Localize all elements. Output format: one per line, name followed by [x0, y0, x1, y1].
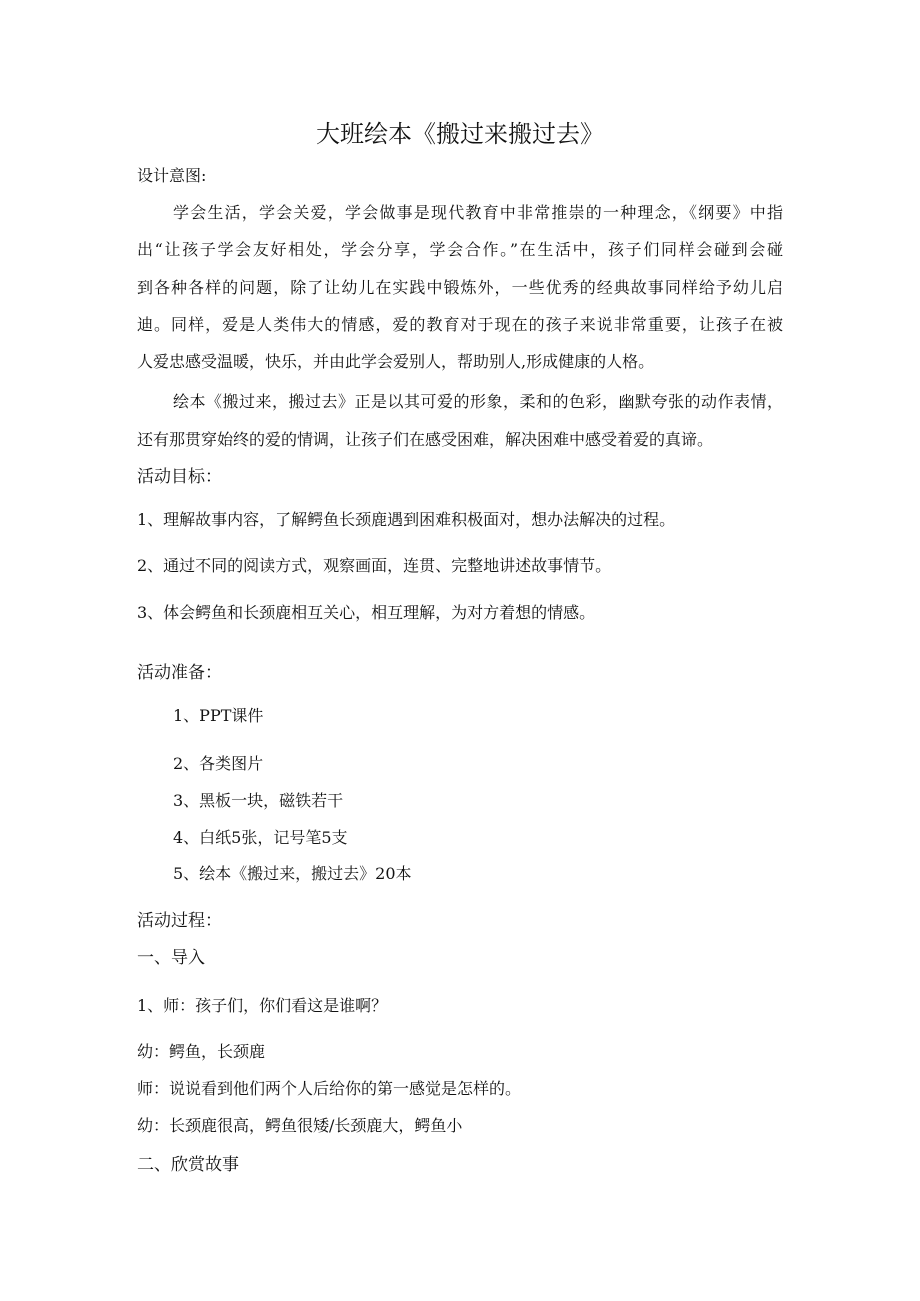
- goals-heading: 活动目标：: [137, 467, 222, 487]
- process-heading: 活动过程：: [137, 911, 222, 931]
- design-intent-heading: 设计意图:: [137, 166, 207, 185]
- paragraph-line: 还有那贯穿始终的爱的情调，让孩子们在感受困难，解决困难中感受着爱的真谛。: [137, 430, 714, 449]
- section-heading: 一、导入: [137, 948, 205, 968]
- prep-item: 4、白纸5张，记号笔5支: [173, 828, 348, 847]
- prep-heading: 活动准备：: [137, 663, 222, 683]
- dialogue-line: 1、师：孩子们，你们看这是谁啊？: [137, 996, 388, 1015]
- dialogue-line: 幼：鳄鱼，长颈鹿: [137, 1042, 266, 1061]
- prep-item: 3、黑板一块，磁铁若干: [173, 791, 344, 810]
- prep-item: 2、各类图片: [173, 754, 264, 773]
- paragraph-line: 绘本《搬过来，搬过去》正是以其可爱的形象，柔和的色彩，幽默夸张的动作表情，: [173, 392, 783, 411]
- paragraph-line: 迪。同样，爱是人类伟大的情感，爱的教育对于现在的孩子来说非常重要，让孩子在被: [137, 315, 783, 334]
- dialogue-line: 幼：长颈鹿很高，鳄鱼很矮/长颈鹿大，鳄鱼小: [137, 1116, 463, 1135]
- paragraph-line: 学会生活，学会关爱，学会做事是现代教育中非常推崇的一种理念，《纲要》中指: [173, 203, 783, 222]
- goal-item: 3、体会鳄鱼和长颈鹿相互关心，相互理解，为对方着想的情感。: [137, 603, 596, 622]
- goal-item: 1、理解故事内容，了解鳄鱼长颈鹿遇到困难积极面对，想办法解决的过程。: [137, 510, 676, 529]
- prep-item: 1、PPT课件: [173, 706, 264, 725]
- paragraph-line: 到各种各样的问题，除了让幼儿在实践中锻炼外，一些优秀的经典故事同样给予幼儿启: [137, 278, 783, 297]
- document-title: 大班绘本《搬过来搬过去》: [316, 120, 604, 148]
- goal-item: 2、通过不同的阅读方式，观察画面，连贯、完整地讲述故事情节。: [137, 556, 612, 575]
- section-heading: 二、欣赏故事: [137, 1155, 239, 1175]
- paragraph-line: 出“让孩子学会友好相处，学会分享，学会合作。”在生活中，孩子们同样会碰到会碰: [137, 240, 783, 259]
- prep-item: 5、绘本《搬过来，搬过去》20本: [173, 864, 412, 883]
- paragraph-line: 人爱忠感受温暖，快乐，并由此学会爱别人，帮助别人,形成健康的人格。: [137, 352, 655, 371]
- dialogue-line: 师：说说看到他们两个人后给你的第一感觉是怎样的。: [137, 1079, 522, 1098]
